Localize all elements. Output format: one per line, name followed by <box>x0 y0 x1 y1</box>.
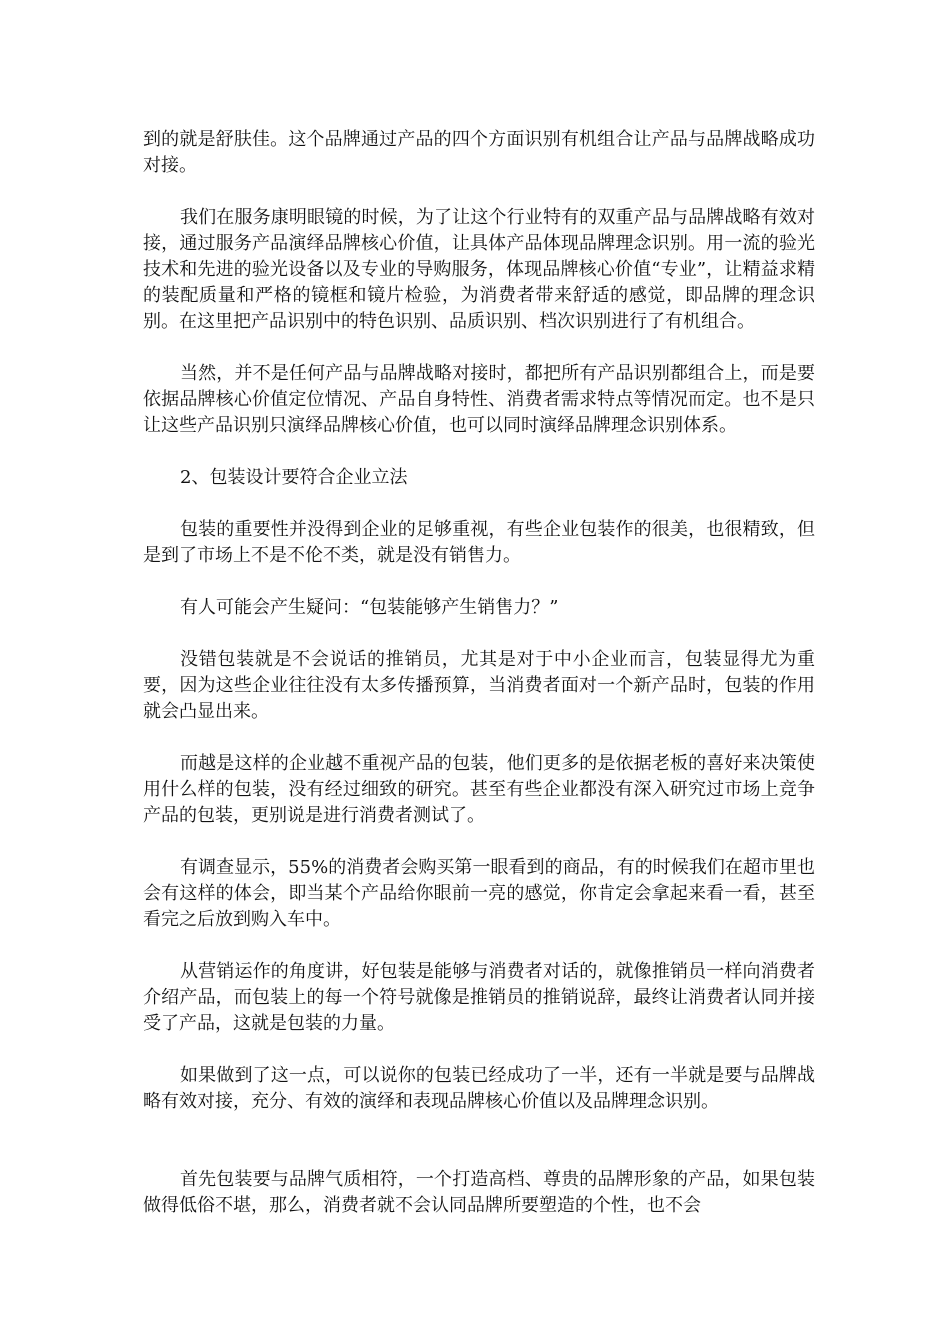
section-heading-packaging: 2、包装设计要符合企业立法 <box>180 467 408 488</box>
paragraph-silent-salesman: 没错包装就是不会说话的推销员，尤其是对于中小企业而言，包装显得尤为重要，因为这些企业往往没有太多传播预算，当消费者面对一个新产品时，包装的作用就会凸显出来。 <box>143 649 815 722</box>
paragraph-survey: 有调查显示，55%的消费者会购买第一眼看到的商品，有的时候我们在超市里也会有这样的体会，即当某个产品给你眼前一亮的感觉，你肯定会拿起来看一看，甚至看完之后放到购入车中。 <box>143 857 815 930</box>
paragraph-kangming-eyewear: 我们在服务康明眼镜的时候，为了让这个行业特有的双重产品与品牌战略有效对接，通过服务产品演绎品牌核心价值，让具体产品体现品牌理念识别。用一流的验光技术和先进的验光设备以及专业的导购服务，体现品牌核心价值“专业”，让精益求精的装配质量和严格的镜框和镜片检验，为消费者带来舒适的感觉，即品牌的理念识别。在这里把产品识别中的特色识别、品质识别、档次识别进行了有机组合。 <box>143 207 815 332</box>
paragraph-continuation: 到的就是舒肤佳。这个品牌通过产品的四个方面识别有机组合让产品与品牌战略成功对接。 <box>143 129 815 176</box>
paragraph-question: 有人可能会产生疑问：“包装能够产生销售力？” <box>180 597 559 618</box>
paragraph-packaging-importance: 包装的重要性并没得到企业的足够重视，有些企业包装作的很美，也很精致，但是到了市场上不是不伦不类，就是没有销售力。 <box>143 519 815 566</box>
paragraph-marketing-view: 从营销运作的角度讲，好包装是能够与消费者对话的，就像推销员一样向消费者介绍产品，而包装上的每一个符号就像是推销员的推销说辞，最终让消费者认同并接受了产品，这就是包装的力量。 <box>143 961 815 1034</box>
paragraph-half-success: 如果做到了这一点，可以说你的包装已经成功了一半，还有一半就是要与品牌战略有效对接，充分、有效的演绎和表现品牌核心价值以及品牌理念识别。 <box>143 1065 815 1112</box>
document-body <box>143 127 815 1245</box>
paragraph-neglect: 而越是这样的企业越不重视产品的包装，他们更多的是依据老板的喜好来决策使用什么样的包装，没有经过细致的研究。甚至有些企业都没有深入研究过市场上竞争产品的包装，更别说是进行消费者测试了。 <box>143 753 815 826</box>
paragraph-brand-temperament: 首先包装要与品牌气质相符，一个打造高档、尊贵的品牌形象的产品，如果包装做得低俗不堪，那么，消费者就不会认同品牌所要塑造的个性，也不会 <box>143 1169 815 1216</box>
paragraph-product-identity: 当然，并不是任何产品与品牌战略对接时，都把所有产品识别都组合上，而是要依据品牌核心价值定位情况、产品自身特性、消费者需求特点等情况而定。也不是只让这些产品识别只演绎品牌核心价值，也可以同时演绎品牌理念识别体系。 <box>143 363 815 436</box>
